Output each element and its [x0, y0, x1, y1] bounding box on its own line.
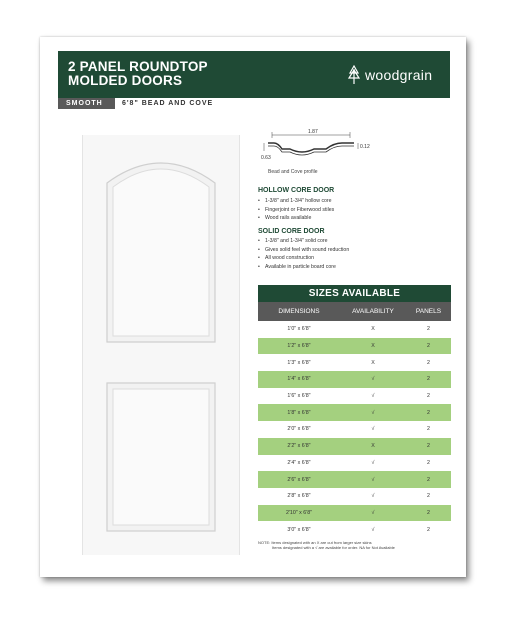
cell-panels: 2	[427, 359, 430, 366]
list-item: • Fingerjoint or Fiberwood stiles	[258, 206, 334, 215]
table-row	[258, 438, 451, 455]
cell-dimension: 2'10" x 6'8"	[285, 509, 313, 516]
subheader	[58, 98, 450, 109]
cell-dimension: 1'8" x 6'8"	[287, 409, 311, 416]
cell-dimension: 2'8" x 6'8"	[287, 493, 311, 500]
table-row	[258, 321, 451, 338]
solid-core-title: SOLID CORE DOOR	[258, 228, 325, 235]
list-item: • 1-3/8" and 1-3/4" solid core	[258, 237, 349, 246]
cell-availability: √	[371, 459, 375, 466]
list-item: • Gives solid feel with sound reduction	[258, 246, 349, 255]
list-item: • 1-3/8" and 1-3/4" hollow core	[258, 197, 334, 206]
list-item: • Available in particle board core	[258, 263, 349, 272]
cell-panels: 2	[427, 509, 430, 516]
table-row	[258, 521, 451, 538]
cell-panels: 2	[427, 476, 430, 483]
cell-availability: √	[371, 509, 375, 516]
spec-sheet	[40, 37, 466, 577]
table-row	[258, 421, 451, 438]
table-row	[258, 404, 451, 421]
sizes-title: SIZES AVAILABLE	[258, 285, 451, 302]
brand-name: woodgrain	[365, 67, 433, 83]
cell-availability: √	[371, 393, 375, 400]
table-row	[258, 388, 451, 405]
title-line-2: MOLDED DOORS	[68, 73, 183, 88]
col-availability: AVAILABILITY	[352, 308, 394, 315]
footnote-line-2: Items designated with a √ are available for order. NA for Not Available	[272, 545, 395, 550]
cell-availability: √	[371, 493, 375, 500]
hollow-core-list	[258, 197, 334, 223]
table-row	[258, 354, 451, 371]
door-image	[82, 135, 240, 555]
cell-availability: X	[371, 359, 375, 366]
col-dimensions: DIMENSIONS	[278, 308, 320, 315]
cell-panels: 2	[427, 409, 430, 416]
table-row	[258, 338, 451, 355]
cell-dimension: 2'6" x 6'8"	[287, 476, 311, 483]
col-panels: PANELS	[415, 308, 442, 315]
profile-depth-label: 0.12	[360, 144, 370, 150]
page-title	[68, 60, 208, 88]
header-banner	[58, 51, 450, 98]
cell-dimension: 1'2" x 6'8"	[287, 343, 311, 350]
cell-panels: 2	[427, 459, 430, 466]
title-line-1: 2 PANEL ROUNDTOP	[68, 59, 208, 74]
profile-caption: Bead and Cove profile	[268, 169, 318, 175]
sizes-header-row	[258, 302, 451, 321]
cell-panels: 2	[427, 426, 430, 433]
list-item: • Wood rails available	[258, 214, 334, 223]
cell-dimension: 2'0" x 6'8"	[287, 426, 311, 433]
cell-availability: √	[371, 376, 375, 383]
sizes-table	[258, 285, 451, 538]
cell-dimension: 3'0" x 6'8"	[287, 526, 311, 533]
tree-logo-icon	[348, 65, 360, 85]
solid-core-list	[258, 237, 349, 271]
footnote	[258, 540, 395, 550]
cell-availability: √	[371, 409, 375, 416]
list-item: • All wood construction	[258, 254, 349, 263]
cell-panels: 2	[427, 493, 430, 500]
table-row	[258, 371, 451, 388]
profile-edge-label: 0.63	[261, 155, 271, 161]
cell-panels: 2	[427, 443, 430, 450]
cell-panels: 2	[427, 393, 430, 400]
table-row	[258, 455, 451, 472]
cell-availability: √	[371, 526, 375, 533]
bead-cove-profile-diagram	[260, 129, 370, 169]
door-illustration	[83, 135, 239, 555]
cell-availability: X	[371, 326, 375, 333]
profile-label: 6'8" BEAD AND COVE	[122, 100, 214, 107]
cell-availability: X	[371, 343, 375, 350]
cell-dimension: 1'4" x 6'8"	[287, 376, 311, 383]
brand-logo	[348, 65, 432, 85]
cell-panels: 2	[427, 326, 430, 333]
cell-panels: 2	[427, 376, 430, 383]
cell-availability: √	[371, 426, 375, 433]
sizes-rows	[258, 321, 451, 538]
profile-width-label: 1.87	[308, 129, 318, 135]
table-row	[258, 488, 451, 505]
table-row	[258, 471, 451, 488]
finish-badge: SMOOTH	[58, 98, 115, 109]
cell-dimension: 1'3" x 6'8"	[287, 359, 311, 366]
cell-dimension: 2'4" x 6'8"	[287, 459, 311, 466]
cell-dimension: 2'2" x 6'8"	[287, 443, 311, 450]
cell-availability: X	[371, 443, 375, 450]
cell-availability: √	[371, 476, 375, 483]
cell-panels: 2	[427, 526, 430, 533]
hollow-core-title: HOLLOW CORE DOOR	[258, 187, 335, 194]
cell-dimension: 1'0" x 6'8"	[287, 326, 311, 333]
footnote-line-1: NOTE: Items designated with an X are cut from larger size skins	[258, 540, 372, 545]
cell-dimension: 1'6" x 6'8"	[287, 393, 311, 400]
table-row	[258, 505, 451, 522]
cell-panels: 2	[427, 343, 430, 350]
